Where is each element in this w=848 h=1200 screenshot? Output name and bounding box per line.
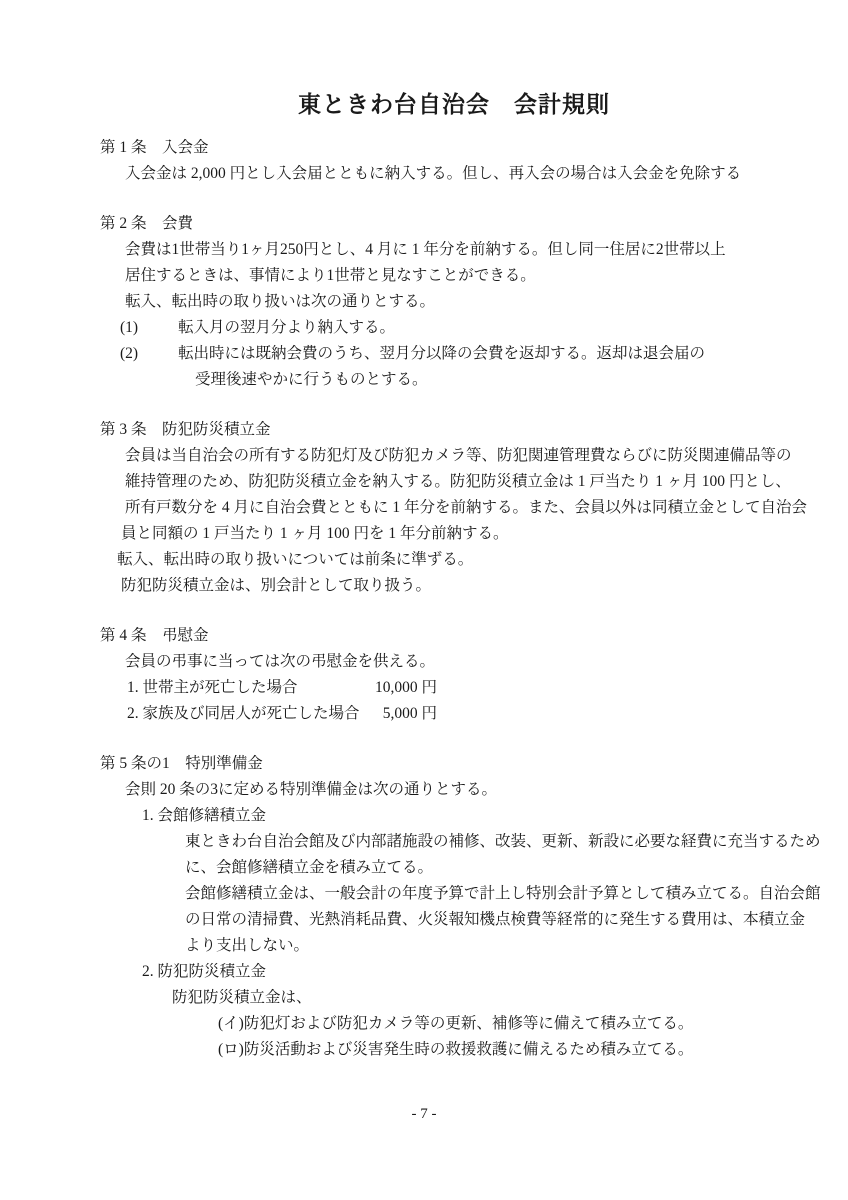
article-5-item-1-line-2: に、会館修繕積立金を積み立てる。 bbox=[185, 859, 434, 876]
condolence-row-1 bbox=[127, 675, 808, 701]
article-3-line-6: 防犯防災積立金は、別会計として取り扱う。 bbox=[121, 577, 432, 594]
article-5-item-2-bullet-i: (イ)防犯灯および防犯カメラ等の更新、補修等に備えて積み立てる。 bbox=[218, 1015, 694, 1032]
article-4-line-1: 会員の弔事に当っては次の弔慰金を供える。 bbox=[125, 653, 436, 670]
article-2-item-1-number: (1) bbox=[120, 319, 139, 336]
condolence-row-2-label: 2. 家族及び同居人が死亡した場合 bbox=[127, 705, 360, 722]
article-5-item-1-heading: 1. 会館修繕積立金 bbox=[142, 807, 267, 824]
article-3 bbox=[100, 417, 808, 599]
article-2-line-1: 会費は1世帯当り1ヶ月250円とし、4 月に 1 年分を前納する。但し同一住居に2世帯以上 bbox=[125, 241, 726, 258]
article-1-heading: 第 1 条 入会金 bbox=[100, 139, 209, 156]
article-3-line-2: 維持管理のため、防犯防災積立金を納入する。防犯防災積立金は 1 戸当たり 1 ヶ月 100 円とし、 bbox=[125, 473, 791, 490]
condolence-row-1-label: 1. 世帯主が死亡した場合 bbox=[127, 679, 298, 696]
article-5-item-2-heading: 2. 防犯防災積立金 bbox=[142, 963, 267, 980]
condolence-row-2-amount: 5,000 円 bbox=[382, 705, 437, 722]
article-5 bbox=[100, 751, 821, 1063]
article-5-heading: 第 5 条の1 特別準備金 bbox=[100, 755, 263, 772]
article-2-item-2-number: (2) bbox=[120, 345, 139, 362]
article-5-item-1-line-5: より支出しない。 bbox=[185, 937, 310, 954]
article-2-line-2: 居住するときは、事情により1世帯と見なすことができる。 bbox=[125, 267, 536, 284]
article-5-line-1: 会則 20 条の3に定める特別準備金は次の通りとする。 bbox=[125, 781, 498, 798]
article-1 bbox=[100, 135, 808, 187]
article-2-item-2-continuation: 受理後速やかに行うものとする。 bbox=[195, 371, 428, 388]
article-2-heading: 第 2 条 会費 bbox=[100, 215, 194, 232]
article-2 bbox=[100, 211, 808, 393]
article-3-line-1: 会員は当自治会の所有する防犯灯及び防犯カメラ等、防犯関連管理費ならびに防災関連備品等の bbox=[125, 447, 792, 464]
article-3-line-3: 所有戸数分を 4 月に自治会費とともに 1 年分を前納する。また、会員以外は同積立金として自治会 bbox=[125, 499, 808, 516]
article-2-item-1-text: 転入月の翌月分より納入する。 bbox=[178, 319, 396, 336]
article-3-heading: 第 3 条 防犯防災積立金 bbox=[100, 421, 271, 438]
article-5-item-2-bullet-ro: (ロ)防災活動および災害発生時の救援救護に備えるため積み立てる。 bbox=[218, 1041, 694, 1058]
article-3-line-4: 員と同額の 1 戸当たり 1 ヶ月 100 円を 1 年分前納する。 bbox=[121, 525, 509, 542]
page-number: - 7 - bbox=[411, 1106, 437, 1122]
article-5-item-1-line-4: の日常の清掃費、光熱消耗品費、火災報知機点検費等経常的に発生する費用は、本積立金 bbox=[185, 911, 806, 928]
article-2-item-2-text: 転出時には既納会費のうち、翌月分以降の会費を返却する。返却は退会届の bbox=[178, 345, 706, 362]
article-5-item-2-line-1: 防犯防災積立金は、 bbox=[172, 989, 312, 1006]
article-2-item-1 bbox=[120, 315, 808, 341]
article-2-line-3: 転入、転出時の取り扱いは次の通りとする。 bbox=[125, 293, 436, 310]
condolence-row-2 bbox=[127, 701, 808, 727]
article-3-line-5: 転入、転出時の取り扱いについては前条に準ずる。 bbox=[117, 551, 474, 568]
article-5-item-1-line-3: 会館修繕積立金は、一般会計の年度予算で計上し特別会計予算として積み立てる。自治会館 bbox=[185, 885, 821, 902]
article-2-item-2 bbox=[120, 341, 808, 367]
article-1-line-1: 入会金は 2,000 円とし入会届とともに納入する。但し、再入会の場合は入会金を免除する bbox=[125, 165, 742, 182]
article-4 bbox=[100, 623, 808, 727]
article-5-item-1-line-1: 東ときわ台自治会館及び内部諸施設の補修、改装、更新、新設に必要な経費に充当するため bbox=[185, 833, 821, 850]
condolence-row-1-amount: 10,000 円 bbox=[374, 679, 437, 696]
article-4-heading: 第 4 条 弔慰金 bbox=[100, 627, 209, 644]
document-title: 東ときわ台自治会 会計規則 bbox=[298, 92, 610, 117]
